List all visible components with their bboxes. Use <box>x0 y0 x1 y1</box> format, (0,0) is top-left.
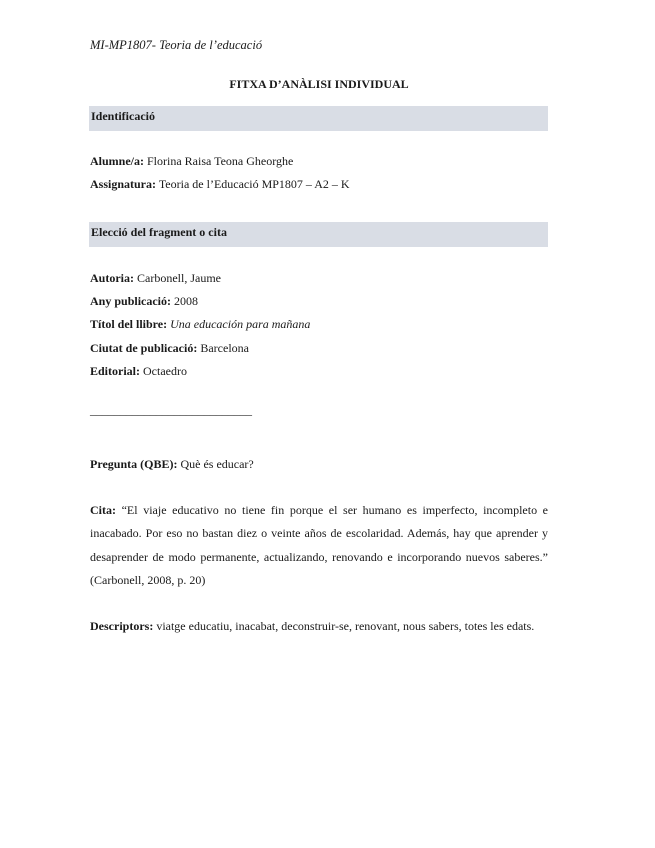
subject-label: Assignatura: <box>90 177 157 191</box>
quote-label: Cita: <box>90 503 116 517</box>
quote-text: “El viaje educativo no tiene fin porque el ser humano es imperfecto, incompleto e inacabado. Por eso no bastan diez o veinte años de escolaridad. Además, hay que aprender y desaprender de modo permanente, actualizando, renovando e incorporando nuevos saberes.” (Carbonell, 2008, p. 20) <box>90 503 548 588</box>
document-title: FITXA D’ANÀLISI INDIVIDUAL <box>229 77 409 91</box>
descriptors-text: viatge educatiu, inacabat, deconstruir-se, renovant, nous sabers, totes les edats. <box>156 619 535 633</box>
year-field <box>90 294 198 309</box>
city-label: Ciutat de publicació: <box>90 341 198 355</box>
book-title-value: Una educación para mañana <box>170 317 311 331</box>
descriptors-label: Descriptors: <box>90 619 154 633</box>
student-value: Florina Raisa Teona Gheorghe <box>147 154 294 168</box>
question-field <box>90 457 254 472</box>
publisher-value: Octaedro <box>143 364 187 378</box>
student-label: Alumne/a: <box>90 154 144 168</box>
student-field <box>90 154 293 169</box>
running-header: MI-MP1807- Teoria de l’educació <box>90 38 263 52</box>
subject-value: Teoria de l’Educació MP1807 – A2 – K <box>158 177 350 191</box>
publisher-label: Editorial: <box>90 364 140 378</box>
question-label: Pregunta (QBE): <box>90 457 178 471</box>
book-title-label: Títol del llibre: <box>90 317 168 331</box>
publisher-field <box>90 364 187 379</box>
descriptors-paragraph <box>90 615 548 638</box>
book-title-field <box>90 317 310 332</box>
subject-field <box>90 177 350 192</box>
city-value: Barcelona <box>200 341 249 355</box>
separator-line: ___________________________ <box>90 403 252 417</box>
year-label: Any publicació: <box>90 294 172 308</box>
author-field <box>90 271 221 286</box>
question-value: Què és educar? <box>180 457 254 471</box>
city-field <box>90 341 249 356</box>
year-value: 2008 <box>174 294 199 308</box>
author-label: Autoria: <box>90 271 134 285</box>
author-value: Carbonell, Jaume <box>137 271 221 285</box>
quote-paragraph <box>90 499 548 593</box>
section-heading-fragment: Elecció del fragment o cita <box>89 222 548 247</box>
section-heading-identification: Identificació <box>89 106 548 131</box>
